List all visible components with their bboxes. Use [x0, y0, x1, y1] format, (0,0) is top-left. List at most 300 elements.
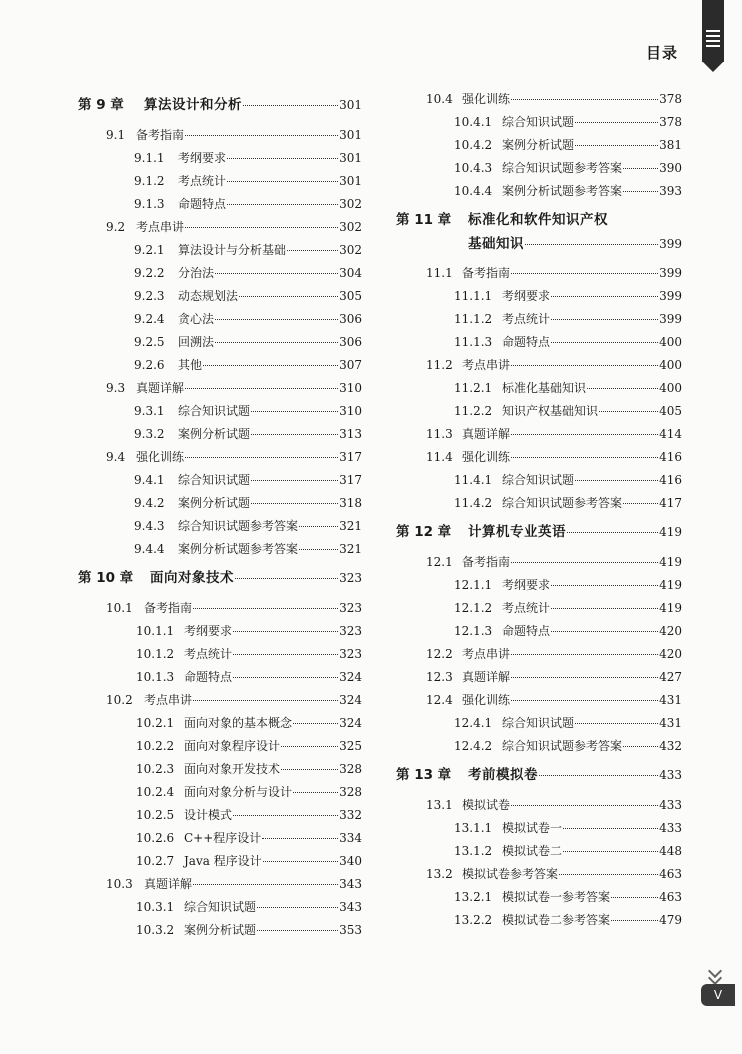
toc-entry-page: 399 — [659, 312, 682, 326]
toc-entry-row — [78, 597, 362, 620]
toc-entry-number: 13.1 — [426, 798, 453, 812]
toc-entry-page: 400 — [659, 381, 682, 395]
toc-entry-number: 9.4.4 — [134, 542, 165, 556]
toc-entry-number: 11.1.2 — [454, 312, 493, 326]
toc-entry-row — [78, 873, 362, 896]
toc-entry-row — [396, 689, 682, 712]
toc-entry-page: 378 — [659, 115, 682, 129]
toc-entry-row — [78, 804, 362, 827]
toc-entry-row — [78, 781, 362, 804]
toc-entry-page: 448 — [659, 844, 682, 858]
toc-entry-row — [78, 400, 362, 423]
toc-entry-title: 备考指南 — [136, 128, 185, 142]
toc-entry-title: 备考指南 — [462, 555, 511, 569]
toc-entry-number: 10.2 — [106, 693, 133, 707]
toc-entry-title: 标准化和软件知识产权 — [468, 212, 608, 228]
toc-entry-title: 模拟试卷二 — [502, 844, 563, 858]
toc-entry-page: 321 — [339, 542, 362, 556]
toc-entry-number: 12.4 — [426, 693, 453, 707]
dot-leader — [575, 122, 658, 123]
toc-entry-page: 381 — [659, 138, 682, 152]
toc-entry-page: 419 — [659, 601, 682, 615]
toc-entry-title: 面向对象开发技术 — [184, 762, 281, 776]
toc-entry-number: 9.1.1 — [134, 151, 165, 165]
toc-entry-number: 9.1.3 — [134, 197, 165, 211]
toc-entry-title: 真题详解 — [462, 427, 511, 441]
toc-entry-row — [78, 262, 362, 285]
dot-leader — [551, 342, 658, 343]
dot-leader — [185, 227, 338, 228]
toc-entry-page: 313 — [339, 427, 362, 441]
toc-entry-page: 427 — [659, 670, 682, 684]
toc-entry-row — [78, 735, 362, 758]
toc-entry-title: 分治法 — [178, 266, 215, 280]
toc-entry-title: 面向对象的基本概念 — [184, 716, 293, 730]
toc-entry-number: 10.2.4 — [136, 785, 175, 799]
dot-leader — [251, 434, 338, 435]
dot-leader — [193, 884, 338, 885]
toc-entry-row — [78, 216, 362, 239]
toc-entry-row — [396, 111, 682, 134]
toc-entry-row — [78, 331, 362, 354]
toc-entry-title: 综合知识试题 — [502, 115, 575, 129]
dot-leader — [251, 503, 338, 504]
toc-entry-row — [396, 354, 682, 377]
toc-entry-row — [396, 574, 682, 597]
toc-entry-page: 433 — [659, 768, 682, 782]
toc-entry-title: 基础知识 — [468, 236, 524, 252]
dot-leader — [293, 792, 338, 793]
toc-entry-page: 479 — [659, 913, 682, 927]
toc-entry-title: 面向对象分析与设计 — [184, 785, 293, 799]
toc-entry-page: 433 — [659, 821, 682, 835]
toc-entry-row — [78, 354, 362, 377]
toc-entry-row — [78, 308, 362, 331]
toc-entry-page: 433 — [659, 798, 682, 812]
dot-leader — [281, 746, 338, 747]
toc-entry-number: 第 11 章 — [396, 212, 452, 228]
toc-entry-number: 12.1.1 — [454, 578, 493, 592]
toc-chapter-heading — [78, 92, 362, 118]
dot-leader — [215, 342, 338, 343]
dot-leader — [239, 296, 338, 297]
toc-entry-number: 12.1 — [426, 555, 453, 569]
toc-entry-page: 416 — [659, 473, 682, 487]
toc-entry-row — [78, 538, 362, 561]
toc-entry-number: 10.3.2 — [136, 923, 175, 937]
toc-entry-title: Java 程序设计 — [184, 854, 262, 868]
toc-entry-page: 324 — [339, 716, 362, 730]
dot-leader — [185, 135, 338, 136]
toc-entry-number: 9.2.5 — [134, 335, 165, 349]
toc-entry-row — [396, 643, 682, 666]
toc-entry-page: 305 — [339, 289, 362, 303]
toc-entry-page: 325 — [339, 739, 362, 753]
toc-entry-page: 431 — [659, 716, 682, 730]
dot-leader — [233, 631, 338, 632]
header-tab-marker — [702, 0, 724, 62]
toc-entry-number: 9.3.1 — [134, 404, 165, 418]
toc-entry-page: 399 — [659, 237, 682, 251]
toc-entry-number: 10.3.1 — [136, 900, 175, 914]
toc-entry-number: 10.2.6 — [136, 831, 175, 845]
toc-entry-row — [78, 919, 362, 942]
toc-entry-title: 命题特点 — [178, 197, 227, 211]
dot-leader — [575, 480, 658, 481]
dot-leader — [587, 388, 658, 389]
toc-entry-number: 9.2.3 — [134, 289, 165, 303]
toc-entry-title: 模拟试卷参考答案 — [462, 867, 559, 881]
toc-entry-number: 10.1.1 — [136, 624, 175, 638]
toc-entry-page: 400 — [659, 358, 682, 372]
dot-leader — [511, 562, 658, 563]
dot-leader — [185, 388, 338, 389]
toc-entry-title: 案例分析试题 — [502, 138, 575, 152]
toc-entry-row — [396, 180, 682, 203]
toc-entry-title: 综合知识试题参考答案 — [178, 519, 299, 533]
toc-entry-page: 378 — [659, 92, 682, 106]
toc-entry-number: 13.1.1 — [454, 821, 493, 835]
toc-entry-title: 考点串讲 — [136, 220, 185, 234]
dot-leader — [623, 191, 658, 192]
toc-chapter-heading — [396, 519, 682, 545]
toc-entry-page: 414 — [659, 427, 682, 441]
dot-leader — [511, 99, 658, 100]
toc-entry-title: 面向对象程序设计 — [184, 739, 281, 753]
dot-leader — [511, 677, 658, 678]
toc-entry-number: 9.2 — [106, 220, 126, 234]
toc-entry-title: 考点统计 — [178, 174, 227, 188]
toc-entry-title: 考点统计 — [502, 601, 551, 615]
dot-leader — [299, 549, 338, 550]
dot-leader — [563, 828, 658, 829]
toc-entry-number: 13.2.1 — [454, 890, 493, 904]
toc-entry-page: 419 — [659, 525, 682, 539]
dot-leader — [251, 411, 338, 412]
toc-entry-page: 323 — [339, 601, 362, 615]
dot-leader — [243, 105, 338, 106]
toc-entry-title: 考纲要求 — [178, 151, 227, 165]
toc-entry-row — [396, 735, 682, 758]
dot-leader — [227, 158, 338, 159]
toc-entry-number: 9.4.1 — [134, 473, 165, 487]
toc-entry-row — [396, 886, 682, 909]
dot-leader — [575, 723, 658, 724]
toc-entry-page: 332 — [339, 808, 362, 822]
toc-entry-number: 9.4.3 — [134, 519, 165, 533]
toc-entry-number: 9.4.2 — [134, 496, 165, 510]
toc-entry-page: 432 — [659, 739, 682, 753]
toc-entry-title: 面向对象技术 — [150, 570, 234, 586]
toc-entry-row — [396, 262, 682, 285]
dot-leader — [235, 578, 338, 579]
dot-leader — [287, 250, 338, 251]
toc-entry-title: 考纲要求 — [502, 289, 551, 303]
toc-entry-page: 324 — [339, 670, 362, 684]
toc-entry-number: 13.2 — [426, 867, 453, 881]
toc-entry-row — [396, 308, 682, 331]
toc-entry-title: 强化训练 — [462, 450, 511, 464]
dot-leader — [511, 457, 658, 458]
toc-entry-row — [78, 147, 362, 170]
toc-entry-page: 304 — [339, 266, 362, 280]
dot-leader — [203, 365, 338, 366]
dot-leader — [193, 608, 338, 609]
toc-entry-row — [78, 124, 362, 147]
dot-leader — [575, 145, 658, 146]
toc-entry-page: 302 — [339, 197, 362, 211]
toc-entry-page: 317 — [339, 450, 362, 464]
toc-entry-page: 334 — [339, 831, 362, 845]
toc-entry-row — [78, 239, 362, 262]
toc-entry-row — [396, 285, 682, 308]
dot-leader — [293, 723, 338, 724]
toc-entry-title: 贪心法 — [178, 312, 215, 326]
toc-entry-number: 9.2.6 — [134, 358, 165, 372]
toc-entry-page: 301 — [339, 151, 362, 165]
toc-entry-row — [78, 896, 362, 919]
dot-leader — [215, 319, 338, 320]
down-arrow-icon — [703, 62, 723, 72]
dot-leader — [551, 319, 658, 320]
toc-entry-page: 310 — [339, 404, 362, 418]
toc-entry-page: 400 — [659, 335, 682, 349]
toc-entry-number: 10.1.3 — [136, 670, 175, 684]
toc-entry-row — [396, 446, 682, 469]
toc-entry-number: 12.4.1 — [454, 716, 493, 730]
toc-entry-page: 323 — [339, 624, 362, 638]
toc-entry-number: 11.3 — [426, 427, 453, 441]
dot-leader — [263, 861, 338, 862]
toc-entry-title: 考点统计 — [502, 312, 551, 326]
toc-entry-row — [396, 492, 682, 515]
toc-entry-page: 307 — [339, 358, 362, 372]
toc-entry-page: 463 — [659, 890, 682, 904]
toc-entry-title: 综合知识试题 — [502, 473, 575, 487]
toc-entry-number: 10.4.2 — [454, 138, 493, 152]
toc-entry-row — [396, 134, 682, 157]
toc-right-column — [396, 88, 682, 932]
toc-entry-page: 302 — [339, 220, 362, 234]
dot-leader — [525, 244, 658, 245]
dot-leader — [511, 805, 658, 806]
toc-entry-number: 11.2.1 — [454, 381, 493, 395]
toc-chapter-heading — [396, 207, 682, 233]
toc-entry-row — [396, 597, 682, 620]
toc-entry-title: 模拟试卷一参考答案 — [502, 890, 611, 904]
dot-leader — [539, 775, 658, 776]
dot-leader — [257, 907, 338, 908]
toc-entry-number: 9.2.1 — [134, 243, 165, 257]
toc-entry-number: 9.3 — [106, 381, 126, 395]
toc-entry-row — [78, 689, 362, 712]
toc-entry-title: 案例分析试题 — [178, 427, 251, 441]
toc-entry-page: 301 — [339, 174, 362, 188]
toc-entry-number: 第 13 章 — [396, 767, 452, 783]
toc-entry-page: 393 — [659, 184, 682, 198]
toc-entry-row — [78, 170, 362, 193]
toc-entry-row — [78, 643, 362, 666]
toc-entry-page: 405 — [659, 404, 682, 418]
dot-leader — [559, 874, 658, 875]
toc-entry-title: 知识产权基础知识 — [502, 404, 599, 418]
toc-entry-title: 动态规划法 — [178, 289, 239, 303]
toc-entry-number: 10.4.3 — [454, 161, 493, 175]
toc-entry-title: 其他 — [178, 358, 203, 372]
toc-entry-number: 10.2.3 — [136, 762, 175, 776]
dot-leader — [551, 585, 658, 586]
toc-left-column — [78, 88, 362, 942]
toc-entry-number: 10.4.1 — [454, 115, 493, 129]
toc-entry-title: 综合知识试题 — [184, 900, 257, 914]
toc-entry-row — [396, 423, 682, 446]
dot-leader — [281, 769, 338, 770]
toc-entry-number: 11.1.3 — [454, 335, 493, 349]
toc-entry-title: 考点串讲 — [462, 647, 511, 661]
toc-entry-row — [78, 492, 362, 515]
toc-entry-row — [396, 551, 682, 574]
dot-leader — [623, 168, 658, 169]
toc-chapter-heading — [396, 762, 682, 788]
dot-leader — [262, 838, 338, 839]
toc-entry-title: 命题特点 — [502, 624, 551, 638]
dot-leader — [511, 273, 658, 274]
toc-entry-title: 标准化基础知识 — [502, 381, 587, 395]
dot-leader — [233, 815, 338, 816]
toc-entry-page: 318 — [339, 496, 362, 510]
toc-entry-page: 324 — [339, 693, 362, 707]
toc-entry-title: 强化训练 — [462, 693, 511, 707]
dot-leader — [551, 631, 658, 632]
toc-entry-row — [396, 840, 682, 863]
toc-entry-page: 431 — [659, 693, 682, 707]
toc-entry-title: 备考指南 — [144, 601, 193, 615]
dot-leader — [511, 365, 658, 366]
toc-entry-title: 备考指南 — [462, 266, 511, 280]
dot-leader — [623, 503, 658, 504]
toc-entry-row — [78, 515, 362, 538]
toc-entry-number: 13.1.2 — [454, 844, 493, 858]
toc-entry-number: 9.1 — [106, 128, 126, 142]
page-number-badge: V — [701, 984, 735, 1006]
dot-leader — [299, 526, 338, 527]
toc-entry-page: 328 — [339, 785, 362, 799]
toc-entry-page: 463 — [659, 867, 682, 881]
toc-entry-number: 9.2.4 — [134, 312, 165, 326]
toc-entry-number: 11.4 — [426, 450, 453, 464]
toc-entry-number: 11.4.1 — [454, 473, 493, 487]
toc-entry-title: 综合知识试题参考答案 — [502, 161, 623, 175]
toc-entry-row — [78, 446, 362, 469]
toc-entry-number: 10.1.2 — [136, 647, 175, 661]
toc-entry-number: 11.2.2 — [454, 404, 493, 418]
toc-entry-title: 考前模拟卷 — [468, 767, 538, 783]
toc-entry-title: 综合知识试题参考答案 — [502, 739, 623, 753]
toc-entry-page: 390 — [659, 161, 682, 175]
dot-leader — [511, 700, 658, 701]
toc-entry-title: 考点串讲 — [462, 358, 511, 372]
toc-entry-number: 10.1 — [106, 601, 133, 615]
dot-leader — [185, 457, 338, 458]
dot-leader — [551, 608, 658, 609]
dot-leader — [551, 296, 658, 297]
toc-entry-number: 12.3 — [426, 670, 453, 684]
toc-entry-number: 10.4 — [426, 92, 453, 106]
dot-leader — [233, 677, 338, 678]
toc-entry-row — [396, 88, 682, 111]
toc-entry-title: 真题详解 — [462, 670, 511, 684]
toc-entry-page: 343 — [339, 900, 362, 914]
toc-entry-number: 11.1 — [426, 266, 453, 280]
toc-entry-page: 420 — [659, 624, 682, 638]
toc-entry-row — [78, 377, 362, 400]
dot-leader — [227, 204, 338, 205]
dot-leader — [611, 920, 658, 921]
toc-entry-number: 10.2.7 — [136, 854, 175, 868]
dot-leader — [623, 746, 658, 747]
toc-entry-title: 命题特点 — [502, 335, 551, 349]
toc-entry-page: 419 — [659, 578, 682, 592]
toc-entry-number: 13.2.2 — [454, 913, 493, 927]
dot-leader — [193, 700, 338, 701]
toc-entry-number: 9.1.2 — [134, 174, 165, 188]
toc-entry-number: 9.2.2 — [134, 266, 165, 280]
dot-leader — [567, 532, 658, 533]
toc-entry-row — [396, 233, 682, 256]
toc-entry-page: 328 — [339, 762, 362, 776]
toc-entry-number: 第 9 章 — [78, 97, 124, 113]
toc-entry-page: 340 — [339, 854, 362, 868]
toc-entry-page: 399 — [659, 289, 682, 303]
toc-entry-page: 317 — [339, 473, 362, 487]
toc-entry-row — [396, 712, 682, 735]
toc-entry-title: 考纲要求 — [502, 578, 551, 592]
toc-entry-title: 综合知识试题 — [178, 404, 251, 418]
toc-entry-page: 310 — [339, 381, 362, 395]
toc-entry-title: C++程序设计 — [184, 831, 262, 845]
toc-entry-row — [78, 285, 362, 308]
toc-entry-title: 设计模式 — [184, 808, 233, 822]
toc-entry-row — [396, 331, 682, 354]
toc-entry-row — [78, 469, 362, 492]
toc-entry-page: 343 — [339, 877, 362, 891]
toc-entry-page: 417 — [659, 496, 682, 510]
toc-entry-title: 回溯法 — [178, 335, 215, 349]
toc-entry-page: 301 — [339, 128, 362, 142]
toc-entry-title: 强化训练 — [462, 92, 511, 106]
toc-entry-row — [78, 666, 362, 689]
toc-entry-title: 案例分析试题参考答案 — [178, 542, 299, 556]
toc-entry-row — [78, 827, 362, 850]
toc-entry-number: 10.4.4 — [454, 184, 493, 198]
toc-entry-page: 323 — [339, 647, 362, 661]
toc-entry-row — [396, 863, 682, 886]
toc-entry-number: 9.4 — [106, 450, 126, 464]
toc-entry-page: 416 — [659, 450, 682, 464]
dot-leader — [599, 411, 658, 412]
dot-leader — [251, 480, 338, 481]
toc-entry-title: 综合知识试题 — [502, 716, 575, 730]
toc-entry-title: 考点统计 — [184, 647, 233, 661]
toc-entry-number: 第 10 章 — [78, 570, 134, 586]
toc-entry-page: 419 — [659, 555, 682, 569]
toc-entry-row — [78, 423, 362, 446]
toc-entry-page: 420 — [659, 647, 682, 661]
toc-entry-row — [396, 377, 682, 400]
dot-leader — [511, 654, 658, 655]
toc-entry-page: 323 — [339, 571, 362, 585]
toc-entry-title: 模拟试卷 — [462, 798, 511, 812]
